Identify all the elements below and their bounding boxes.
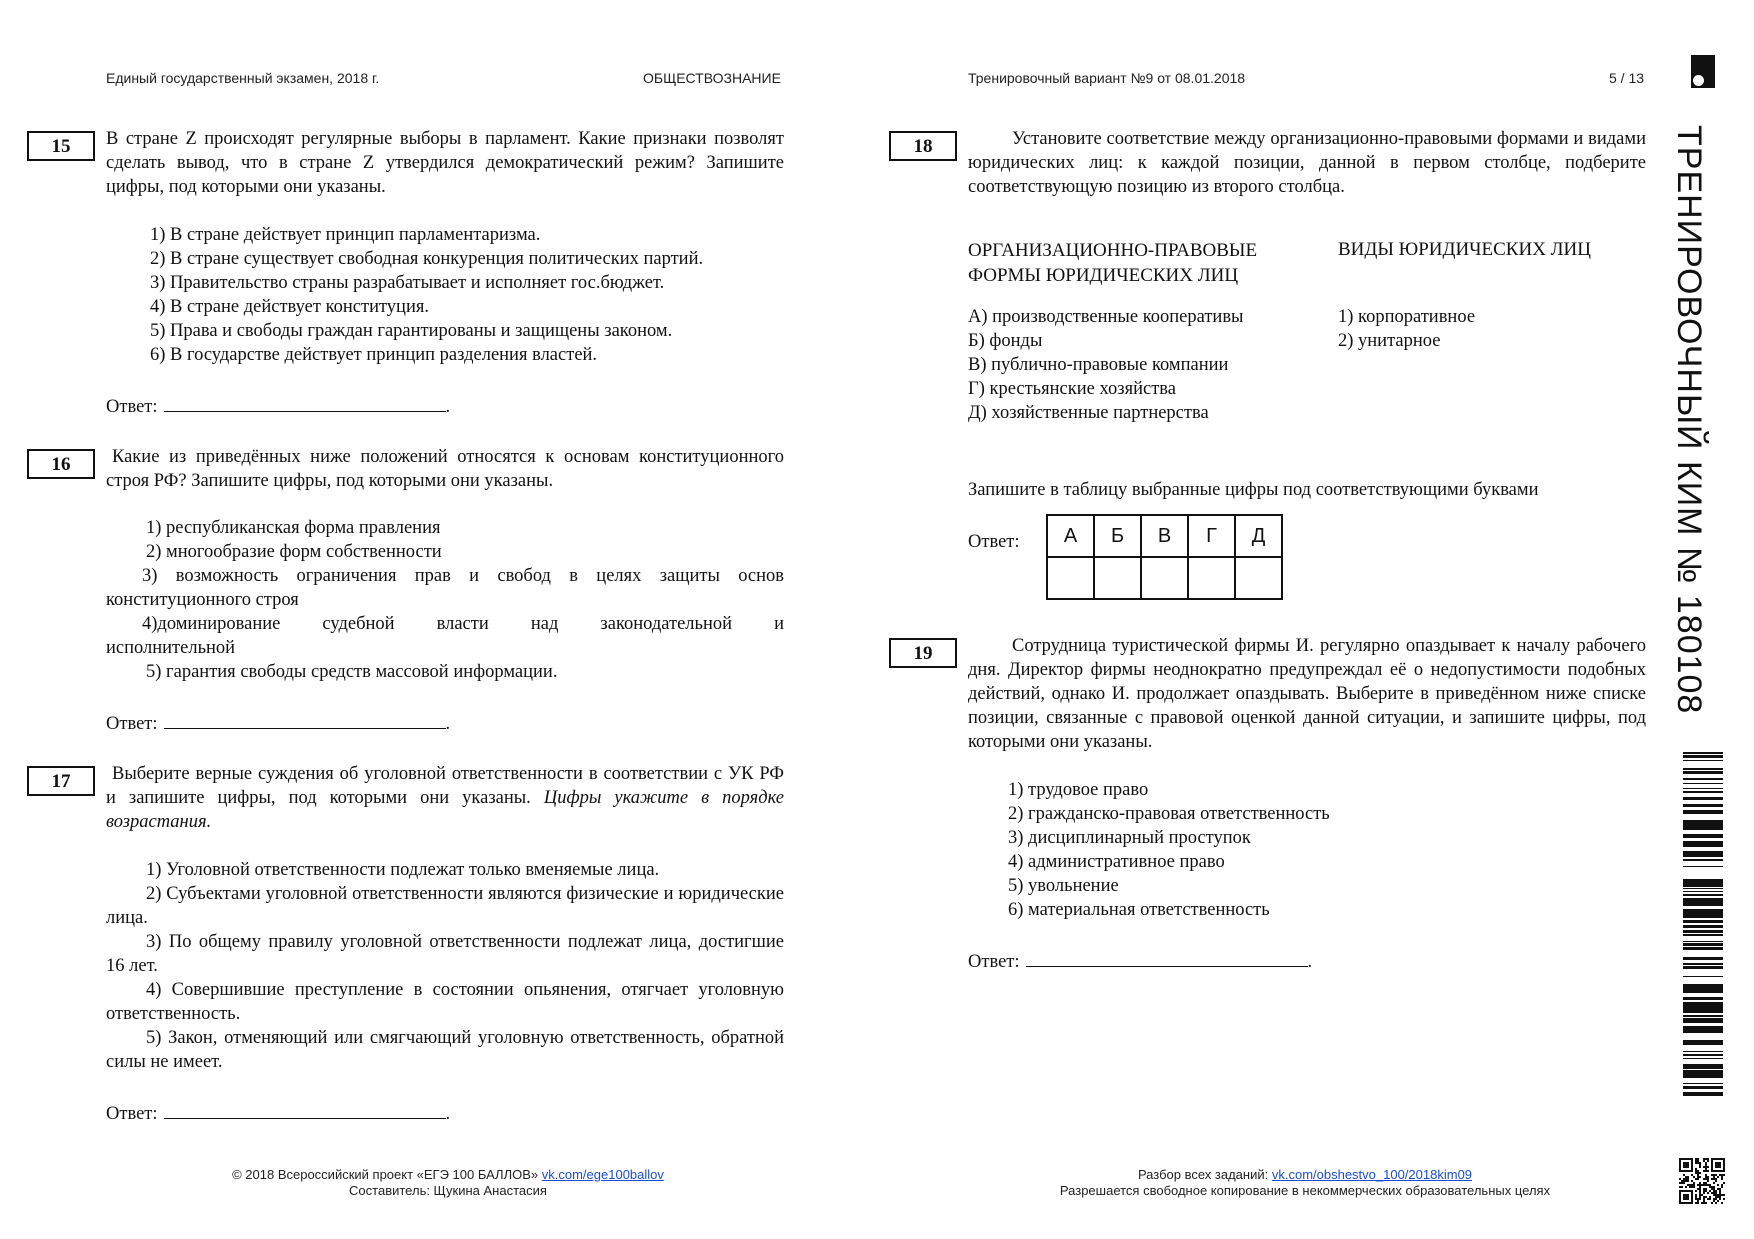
question-19-text: Сотрудница туристической фирмы И. регулярно опаздывает к началу рабочего дня. Директор фирмы неоднократно предупреждал её о недопустимости подобных действий, однако И. продолжает опаздывать. Выберите в приведённом ниже списке позиции, связанные с правовой оценкой данной ситуации, и запишите цифры, под которыми они указаны. — [968, 636, 1646, 752]
table-header-cell: Д — [1235, 515, 1282, 557]
option: 1) республиканская форма правления — [146, 518, 441, 538]
question-number-16: 16 — [27, 449, 95, 479]
option: 6) материальная ответственность — [1008, 900, 1270, 920]
answer-cell[interactable] — [1047, 557, 1094, 599]
answer-label-18: Ответ: — [968, 532, 1020, 552]
question-number-17: 17 — [27, 766, 95, 796]
answer-label: Ответ: — [106, 1104, 158, 1124]
answer-cell[interactable] — [1188, 557, 1235, 599]
option: Г) крестьянские хозяйства — [968, 379, 1176, 399]
answer-blank[interactable] — [1026, 948, 1308, 967]
question-18-text: Установите соответствие между организационно-правовыми формами и видами юридических лиц: к каждой позиции, данной в первом столбце, подберите соответствующую позицию из второго столбца. — [968, 129, 1646, 197]
side-title-text: ТРЕНИРОВОЧНЫЙ КИМ № 180108 — [1670, 125, 1708, 715]
answer-line-19[interactable] — [968, 948, 1312, 973]
column-1-items — [968, 305, 1244, 425]
footer-author: Составитель: Щукина Анастасия — [349, 1183, 547, 1198]
option: 2) Субъектами уголовной ответственности являются физические и юридические лица. — [106, 884, 784, 928]
header-subject: ОБЩЕСТВОЗНАНИЕ — [643, 70, 781, 86]
option: 5) увольнение — [1008, 876, 1119, 896]
question-19-options — [1008, 778, 1330, 922]
option: 3) По общему правилу уголовной ответственности подлежат лица, достигшие 16 лет. — [106, 932, 784, 976]
answer-line-15[interactable] — [106, 393, 450, 418]
answer-end: . — [445, 1104, 451, 1124]
footer-analysis-label: Разбор всех заданий: — [1137, 1167, 1269, 1182]
answer-cell[interactable] — [1141, 557, 1188, 599]
question-17-note: Цифры укажите в порядке возрастания. — [106, 788, 785, 832]
answer-cell[interactable] — [1094, 557, 1141, 599]
footer-link-project[interactable]: vk.com/ege100ballov — [541, 1167, 664, 1182]
option: 2) многообразие форм собственности — [146, 542, 442, 562]
answer-label: Ответ: — [106, 397, 158, 417]
answer-blank[interactable] — [164, 710, 446, 729]
option: 2) гражданско-правовая ответственность — [1008, 804, 1330, 824]
answer-blank[interactable] — [164, 1100, 446, 1119]
column-1-title: ОРГАНИЗАЦИОННО-ПРАВОВЫЕ ФОРМЫ ЮРИДИЧЕСКИХ ЛИЦ — [968, 240, 1258, 286]
question-17-text — [106, 762, 784, 834]
option: 1) корпоративное — [1338, 307, 1476, 327]
option: 2) В стране существует свободная конкуренция политических партий. — [150, 249, 704, 269]
option: 1) В стране действует принцип парламентаризма. — [150, 225, 541, 245]
option: 3) возможность ограничения прав и свобод в целях защиты основ конституционного строя — [106, 566, 784, 610]
option: 5) Закон, отменяющий или смягчающий уголовную ответственность, обратной силы не имеет. — [106, 1028, 784, 1072]
question-15-text: В стране Z происходят регулярные выборы в парламент. Какие признаки позволят сделать вывод, что в стране Z утвердился демократический режим? Запишите цифры, под которыми они указаны. — [106, 129, 784, 197]
option: 1) Уголовной ответственности подлежат только вменяемые лица. — [146, 860, 660, 880]
option: 5) гарантия свободы средств массовой информации. — [146, 662, 558, 682]
question-18-instruction: Запишите в таблицу выбранные цифры под соответствующими буквами — [968, 480, 1539, 500]
question-number-15: 15 — [27, 131, 95, 161]
footer-license: Разрешается свободное копирование в некоммерческих образовательных целях — [1059, 1183, 1551, 1198]
option: 5) Права и свободы граждан гарантированы и защищены законом. — [150, 321, 673, 341]
answer-blank[interactable] — [164, 393, 446, 412]
option: В) публично-правовые компании — [968, 355, 1229, 375]
qr-code-icon — [1679, 1158, 1725, 1204]
answer-table-18 — [1046, 514, 1283, 600]
column-2-title: ВИДЫ ЮРИДИЧЕСКИХ ЛИЦ — [1338, 239, 1591, 260]
footer-right — [1028, 1167, 1582, 1199]
question-15-options — [150, 223, 703, 367]
question-17-main: Выберите верные суждения об уголовной ответственности в соответствии с УК РФ и запишите цифры, под которыми они указаны. — [106, 764, 784, 808]
option: 6) В государстве действует принцип разделения властей. — [150, 345, 598, 365]
answer-end: . — [1307, 952, 1313, 972]
option: 4) В стране действует конституция. — [150, 297, 429, 317]
option: 1) трудовое право — [1008, 780, 1149, 800]
option: 4)доминирование судебной власти над законодательной и исполнительной — [106, 614, 784, 658]
question-17-options — [106, 858, 784, 1074]
option: Д) хозяйственные партнерства — [968, 403, 1209, 423]
option: 4) Совершившие преступление в состоянии опьянения, отягчает уголовную ответственность. — [106, 980, 784, 1024]
answer-end: . — [445, 714, 451, 734]
answer-line-17[interactable] — [106, 1100, 450, 1125]
footer-link-analysis[interactable]: vk.com/obshestvo_100/2018kim09 — [1271, 1167, 1473, 1182]
question-16-text: Какие из приведённых ниже положений относятся к основам конституционного строя РФ? Запишите цифры, под которыми они указаны. — [106, 447, 784, 491]
header-exam: Единый государственный экзамен, 2018 г. — [106, 70, 380, 86]
answer-end: . — [445, 397, 451, 417]
table-header-cell: А — [1047, 515, 1094, 557]
option: 4) административное право — [1008, 852, 1225, 872]
question-16-options — [106, 516, 784, 684]
option: 3) Правительство страны разрабатывает и исполняет гос.бюджет. — [150, 273, 665, 293]
corner-marker-icon — [1691, 55, 1715, 88]
option: Б) фонды — [968, 331, 1043, 351]
column-2-items — [1338, 305, 1475, 353]
option: 2) унитарное — [1338, 331, 1441, 351]
answer-cell[interactable] — [1235, 557, 1282, 599]
table-header-cell: Б — [1094, 515, 1141, 557]
question-number-18: 18 — [889, 131, 957, 161]
option: 3) дисциплинарный проступок — [1008, 828, 1251, 848]
footer-left — [205, 1167, 691, 1199]
answer-label: Ответ: — [106, 714, 158, 734]
table-header-cell: Г — [1188, 515, 1235, 557]
table-header-cell: В — [1141, 515, 1188, 557]
question-number-19: 19 — [889, 638, 957, 668]
header-variant: Тренировочный вариант №9 от 08.01.2018 — [968, 70, 1246, 86]
option: А) производственные кооперативы — [968, 307, 1244, 327]
footer-copyright: © 2018 Всероссийский проект «ЕГЭ 100 БАЛЛОВ» — [232, 1167, 539, 1182]
answer-label: Ответ: — [968, 952, 1020, 972]
barcode-icon — [1683, 752, 1723, 1097]
header-page-number: 5 / 13 — [1609, 70, 1645, 86]
answer-line-16[interactable] — [106, 710, 450, 735]
